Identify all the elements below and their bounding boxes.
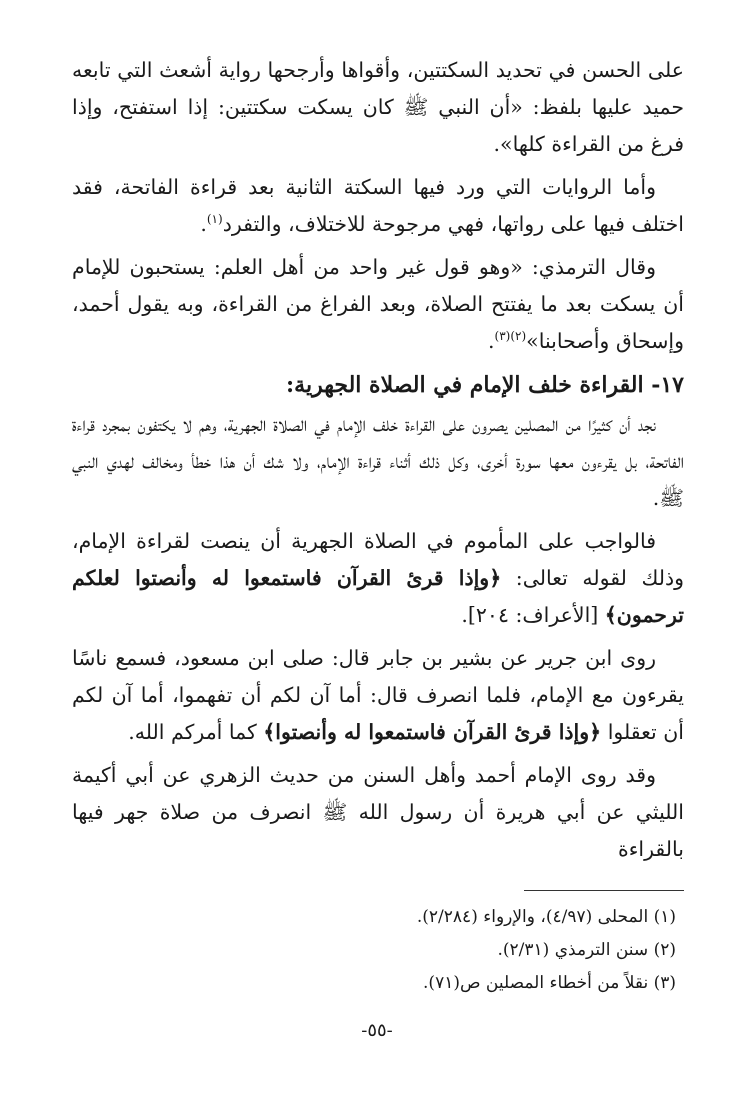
footnotes — [72, 901, 684, 1000]
quran-verse: ﴿وإذا قرئ القرآن فاستمعوا له وأنصتوا﴾ — [263, 720, 602, 744]
footnote-2: (٢) سنن الترمذي (٢/٣١). — [497, 940, 676, 960]
page-body — [72, 52, 684, 1000]
paragraph-end: . — [487, 329, 495, 353]
footnote-3: (٣) نقلاً من أخطاء المصلين ص(٧١). — [423, 973, 676, 993]
paragraph-ahmad-narration — [72, 757, 684, 868]
paragraph-reading-behind-imam — [72, 406, 684, 517]
paragraph-text: فالواجب على المأموم في الصلاة الجهرية أن ينصت لقراءة الإمام، وذلك لقوله تعالى: — [72, 529, 684, 590]
paragraph-text: وأما الروايات التي ورد فيها السكتة الثانية بعد قراءة الفاتحة، فقد اختلف فيها على رواتها، فهي مرجوحة للاختلاف، والتفرد — [72, 175, 684, 236]
paragraph-second-sakta — [72, 169, 684, 243]
paragraph-tirmidhi — [72, 249, 684, 360]
footnote-divider — [524, 890, 684, 891]
paragraph-text: روى ابن جرير عن بشير بن جابر قال: صلى ابن مسعود، فسمع ناسًا يقرءون مع الإمام، فلما انصرف قال: أما آن لكم أن تفهموا، أما آن لكم أن تعقلوا — [72, 646, 684, 744]
paragraph-text: وقد روى الإمام أحمد وأهل السنن من حديث الزهري عن أبي أكيمة الليثي عن أبي هريرة أن رسول الله ﷺ انصرف من صلاة جهر فيها بالقراءة — [72, 763, 684, 861]
footnote-ref-1[interactable]: (١) — [206, 212, 223, 227]
footnote-1: (١) المحلى (٤/٩٧)، والإرواء (٢/٢٨٤). — [416, 907, 676, 927]
paragraph-text: نجد أن كثيرًا من المصلين يصرون على القراءة خلف الإمام في الصلاة الجهرية، وهم لا يكتفون بمجرد قراءة الفاتحة، بل يقرءون معها سورة أخرى، وكل ذلك أثناء قراءة الإمام، ولا شك أن هذا خطأ ومخالف لهدي النبي ﷺ. — [72, 412, 684, 510]
footnote-ref-2-3[interactable]: (٢)(٣) — [494, 329, 527, 344]
paragraph-sakta-summary — [72, 52, 684, 163]
paragraph-end: . — [200, 212, 207, 236]
section-heading: ١٧- القراءة خلف الإمام في الصلاة الجهرية: — [286, 372, 684, 398]
verse-reference: [الأعراف: ٢٠٤]. — [461, 603, 605, 627]
paragraph-text: على الحسن في تحديد السكتتين، وأقواها وأرجحها رواية أشعث التي تابعه حميد عليها بلفظ: «أن النبي ﷺ كان يسكت سكتتين: إذا استفتح، وإذا فرغ من القراءة كلها». — [72, 58, 684, 156]
page-number: -٥٥- — [361, 1020, 393, 1041]
paragraph-obligation — [72, 523, 684, 634]
paragraph-ibn-jarir — [72, 640, 684, 751]
paragraph-text: وقال الترمذي: «وهو قول غير واحد من أهل العلم: يستحبون للإمام أن يسكت بعد ما يفتتح الصلاة، وبعد الفراغ من القراءة، وبه يقول أحمد، وإسحاق وأصحابنا» — [72, 255, 684, 353]
quran-verse: ﴿وإذا قرئ القرآن فاستمعوا له وأنصتوا لعلكم ترحمون﴾ — [72, 566, 684, 627]
paragraph-text-end: كما أمركم الله. — [128, 720, 264, 744]
